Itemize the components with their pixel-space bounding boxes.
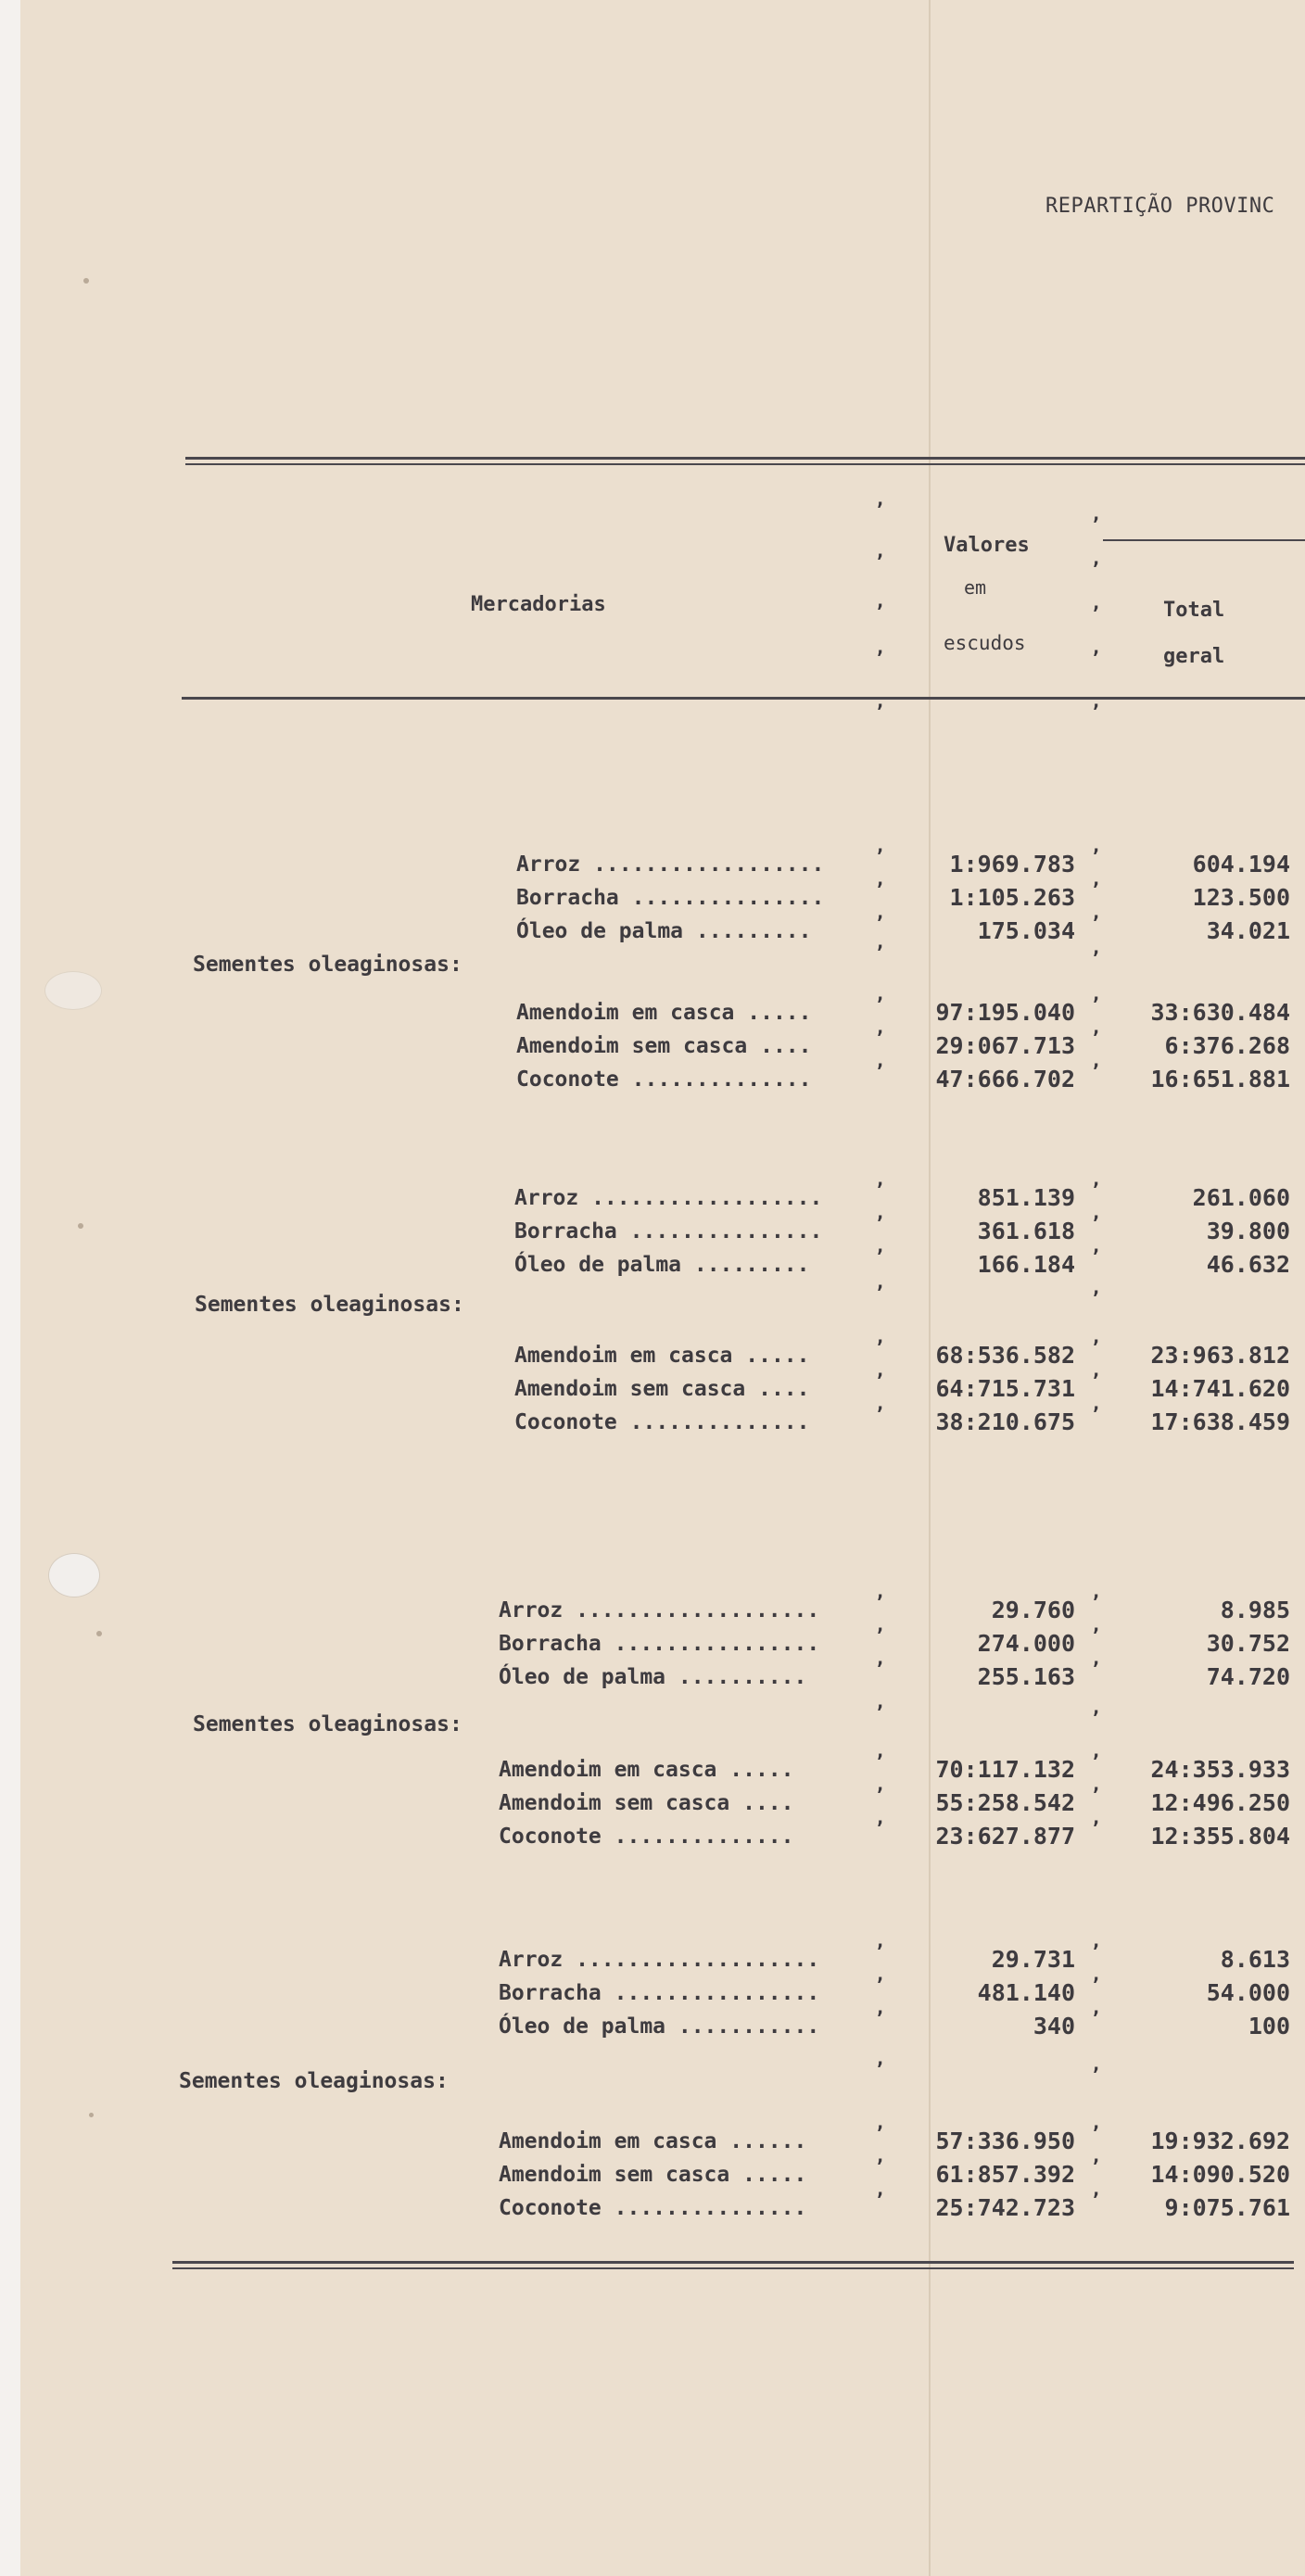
valor-escudos-cell: 1:969.783 <box>949 851 1075 878</box>
total-geral-cell: 14:090.520 <box>1150 2161 1290 2188</box>
column-header-total-line1: Total <box>1163 599 1225 622</box>
column-separator-mark: ’ <box>874 878 886 901</box>
valor-escudos-cell: 57:336.950 <box>935 2128 1075 2154</box>
column-separator-mark: ’ <box>1090 1817 1102 1839</box>
column-separator-mark: ’ <box>1090 1658 1102 1680</box>
commodity-label: Óleo de palma ......... <box>514 1253 810 1277</box>
column-separator-mark: ’ <box>874 1245 886 1268</box>
top-double-rule <box>185 457 1305 460</box>
column-separator-mark: ’ <box>874 1624 886 1647</box>
commodity-label: Arroz .................. <box>516 852 825 877</box>
valor-escudos-cell: 61:857.392 <box>935 2161 1075 2188</box>
valor-escudos-cell: 361.618 <box>977 1218 1075 1244</box>
column-header-total-line2: geral <box>1163 645 1225 668</box>
valor-escudos-cell: 29:067.713 <box>935 1032 1075 1059</box>
column-separator-mark: ’ <box>874 912 886 934</box>
commodity-label: Amendoim sem casca .... <box>514 1377 810 1401</box>
valor-escudos-cell: 38:210.675 <box>935 1408 1075 1435</box>
column-separator-mark: ’ <box>874 2007 886 2029</box>
commodity-label: Óleo de palma ......... <box>516 919 812 943</box>
valor-escudos-cell: 481.140 <box>977 1979 1075 2006</box>
commodity-label: Amendoim em casca ..... <box>516 1001 812 1025</box>
valor-escudos-cell: 1:105.263 <box>949 884 1075 911</box>
column-separator-mark: ’ <box>1090 2189 1102 2211</box>
column-separator-mark: ’ <box>1090 2122 1102 2144</box>
paper-speck <box>83 278 89 284</box>
total-geral-cell: 74.720 <box>1206 1663 1290 1690</box>
column-separator-mark: ’ <box>1090 602 1102 625</box>
column-separator-mark: ’ <box>874 1940 886 1963</box>
column-header-valores-line3: escudos <box>944 632 1026 654</box>
commodity-label: Amendoim sem casca .... <box>499 1791 794 1815</box>
column-separator-mark: ’ <box>1090 1370 1102 1392</box>
column-separator-mark: ’ <box>874 2058 886 2080</box>
column-separator-mark: ’ <box>874 993 886 1016</box>
commodity-label: Amendoim em casca ...... <box>499 2129 807 2153</box>
column-separator-mark: ’ <box>874 701 886 723</box>
column-separator-mark: ’ <box>874 941 886 964</box>
column-separator-mark: ’ <box>874 1403 886 1425</box>
column-separator-mark: ’ <box>1090 845 1102 867</box>
commodity-label: Amendoim em casca ..... <box>514 1344 810 1368</box>
total-geral-cell: 14:741.620 <box>1150 1375 1290 1402</box>
column-separator-mark: ’ <box>1090 513 1102 536</box>
commodity-label: Borracha ............... <box>514 1219 823 1244</box>
total-geral-cell: 17:638.459 <box>1150 1408 1290 1435</box>
column-separator-mark: ’ <box>874 550 886 573</box>
valor-escudos-cell: 166.184 <box>977 1251 1075 1278</box>
total-geral-cell: 100 <box>1248 2013 1290 2039</box>
subheading-sementes: Sementes oleaginosas: <box>193 953 462 977</box>
column-separator-mark: ’ <box>874 647 886 669</box>
column-separator-mark: ’ <box>1090 1750 1102 1773</box>
column-separator-mark: ’ <box>1090 1212 1102 1234</box>
column-separator-mark: ’ <box>1090 912 1102 934</box>
commodity-label: Amendoim sem casca .... <box>516 1034 812 1058</box>
column-separator-mark: ’ <box>874 1336 886 1358</box>
column-separator-mark: ’ <box>1090 647 1102 669</box>
commodity-label: Borracha ................ <box>499 1632 820 1656</box>
total-geral-cell: 12:355.804 <box>1150 1823 1290 1850</box>
column-separator-mark: ’ <box>874 499 886 521</box>
column-separator-mark: ’ <box>1090 2155 1102 2178</box>
total-geral-cell: 604.194 <box>1192 851 1290 878</box>
column-separator-mark: ’ <box>874 1282 886 1304</box>
column-separator-mark: ’ <box>1090 1179 1102 1201</box>
column-separator-mark: ’ <box>874 1658 886 1680</box>
valor-escudos-cell: 47:666.702 <box>935 1066 1075 1092</box>
total-geral-cell: 46.632 <box>1206 1251 1290 1278</box>
total-geral-cell: 8.985 <box>1220 1597 1290 1623</box>
valor-escudos-cell: 274.000 <box>977 1630 1075 1657</box>
commodity-label: Arroz ................... <box>499 1948 820 1972</box>
subheading-sementes: Sementes oleaginosas: <box>179 2069 449 2093</box>
page-title: REPARTIÇÃO PROVINC <box>1045 195 1275 218</box>
commodity-label: Borracha ................ <box>499 1981 820 2005</box>
column-separator-mark: ’ <box>1090 1707 1102 1729</box>
top-double-rule <box>185 463 1305 465</box>
valor-escudos-cell: 64:715.731 <box>935 1375 1075 1402</box>
header-bottom-rule <box>182 697 1305 700</box>
commodity-label: Óleo de palma .......... <box>499 1665 807 1689</box>
paper-speck <box>96 1631 102 1636</box>
column-separator-mark: ’ <box>874 2155 886 2178</box>
valor-escudos-cell: 70:117.132 <box>935 1756 1075 1783</box>
total-geral-cell: 6:376.268 <box>1164 1032 1290 1059</box>
total-geral-cell: 30.752 <box>1206 1630 1290 1657</box>
column-separator-mark: ’ <box>1090 1591 1102 1613</box>
column-separator-mark: ’ <box>1090 558 1102 580</box>
column-separator-mark: ’ <box>1090 1287 1102 1309</box>
column-separator-mark: ’ <box>1090 1060 1102 1082</box>
column-separator-mark: ’ <box>1090 993 1102 1016</box>
column-separator-mark: ’ <box>874 1179 886 1201</box>
total-geral-cell: 12:496.250 <box>1150 1789 1290 1816</box>
valor-escudos-cell: 340 <box>1033 2013 1075 2039</box>
total-geral-cell: 19:932.692 <box>1150 2128 1290 2154</box>
valor-escudos-cell: 97:195.040 <box>935 999 1075 1026</box>
column-separator-mark: ’ <box>1090 1245 1102 1268</box>
column-header-valores-line1: Valores <box>944 534 1030 557</box>
subheading-sementes: Sementes oleaginosas: <box>195 1293 464 1317</box>
column-separator-mark: ’ <box>874 1817 886 1839</box>
column-separator-mark: ’ <box>1090 701 1102 723</box>
commodity-label: Arroz .................. <box>514 1186 823 1210</box>
commodity-label: Amendoim sem casca ..... <box>499 2163 807 2187</box>
punch-hole <box>44 971 102 1010</box>
valor-escudos-cell: 29.760 <box>991 1597 1075 1623</box>
column-separator-mark: ’ <box>874 2189 886 2211</box>
column-header-valores-line2: em <box>964 576 987 599</box>
valor-escudos-cell: 23:627.877 <box>935 1823 1075 1850</box>
total-geral-cell: 24:353.933 <box>1150 1756 1290 1783</box>
total-geral-cell: 39.800 <box>1206 1218 1290 1244</box>
column-separator-mark: ’ <box>1090 1624 1102 1647</box>
column-separator-mark: ’ <box>874 1027 886 1049</box>
column-separator-mark: ’ <box>874 1370 886 1392</box>
total-geral-cell: 16:651.881 <box>1150 1066 1290 1092</box>
column-separator-mark: ’ <box>1090 1403 1102 1425</box>
commodity-label: Arroz ................... <box>499 1598 820 1623</box>
total-geral-cell: 9:075.761 <box>1164 2194 1290 2221</box>
valor-escudos-cell: 25:742.723 <box>935 2194 1075 2221</box>
column-separator-mark: ’ <box>1090 1784 1102 1806</box>
punch-hole <box>48 1553 100 1597</box>
column-separator-mark: ’ <box>1090 1027 1102 1049</box>
commodity-label: Coconote .............. <box>499 1825 794 1849</box>
commodity-label: Borracha ............... <box>516 886 825 910</box>
total-geral-cell: 54.000 <box>1206 1979 1290 2006</box>
column-separator-mark: ’ <box>874 1212 886 1234</box>
commodity-label: Coconote .............. <box>516 1067 812 1092</box>
column-separator-mark: ’ <box>874 2122 886 2144</box>
commodity-label: Coconote ............... <box>499 2196 807 2220</box>
column-separator-mark: ’ <box>874 1060 886 1082</box>
valor-escudos-cell: 55:258.542 <box>935 1789 1075 1816</box>
total-geral-cell: 8.613 <box>1220 1946 1290 1973</box>
column-separator-mark: ’ <box>1090 878 1102 901</box>
valor-escudos-cell: 851.139 <box>977 1184 1075 1211</box>
column-separator-mark: ’ <box>874 1750 886 1773</box>
valor-escudos-cell: 29.731 <box>991 1946 1075 1973</box>
valor-escudos-cell: 68:536.582 <box>935 1342 1075 1369</box>
total-geral-cell: 261.060 <box>1192 1184 1290 1211</box>
header-subrule <box>1103 539 1305 541</box>
total-geral-cell: 23:963.812 <box>1150 1342 1290 1369</box>
column-separator-mark: ’ <box>874 1784 886 1806</box>
column-separator-mark: ’ <box>1090 2064 1102 2086</box>
column-separator-mark: ’ <box>1090 1940 1102 1963</box>
column-header-mercadorias: Mercadorias <box>471 593 606 616</box>
column-separator-mark: ’ <box>874 600 886 623</box>
commodity-label: Óleo de palma ........... <box>499 2014 820 2039</box>
column-separator-mark: ’ <box>874 845 886 867</box>
column-separator-mark: ’ <box>1090 1974 1102 1996</box>
total-geral-cell: 123.500 <box>1192 884 1290 911</box>
paper-fold <box>929 0 931 2576</box>
paper-speck <box>89 2113 94 2117</box>
valor-escudos-cell: 255.163 <box>977 1663 1075 1690</box>
column-separator-mark: ’ <box>1090 947 1102 969</box>
valor-escudos-cell: 175.034 <box>977 917 1075 944</box>
column-separator-mark: ’ <box>874 1591 886 1613</box>
paper-edge <box>0 0 20 2576</box>
column-separator-mark: ’ <box>874 1974 886 1996</box>
bottom-double-rule <box>172 2267 1294 2269</box>
column-separator-mark: ’ <box>1090 2007 1102 2029</box>
total-geral-cell: 33:630.484 <box>1150 999 1290 1026</box>
bottom-double-rule <box>172 2261 1294 2264</box>
column-separator-mark: ’ <box>1090 1336 1102 1358</box>
commodity-label: Amendoim em casca ..... <box>499 1758 794 1782</box>
commodity-label: Coconote .............. <box>514 1410 810 1434</box>
total-geral-cell: 34.021 <box>1206 917 1290 944</box>
column-separator-mark: ’ <box>874 1701 886 1724</box>
paper-speck <box>78 1223 83 1229</box>
subheading-sementes: Sementes oleaginosas: <box>193 1712 462 1736</box>
